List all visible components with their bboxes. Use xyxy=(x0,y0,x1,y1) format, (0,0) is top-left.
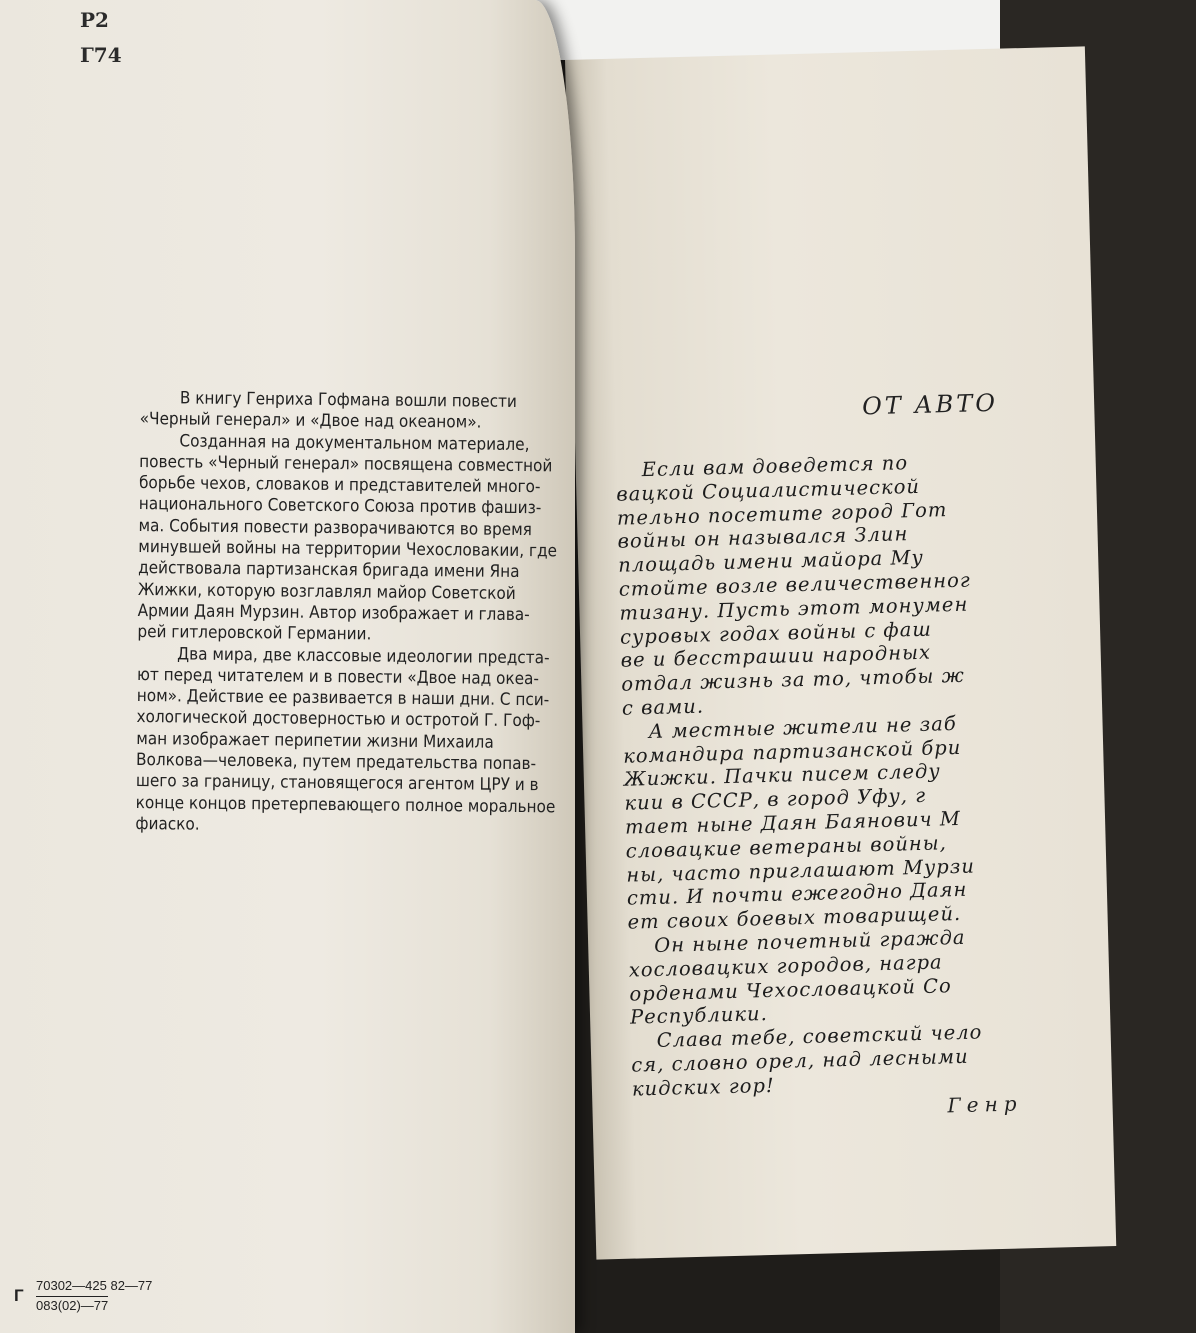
annotation-line: минувшей войны на территории Чехословакии, где xyxy=(138,537,558,562)
annotation-line: шего за границу, становящегося агентом ЦРУ и в xyxy=(135,771,539,796)
preface-line: А местные жители не заб xyxy=(648,711,958,743)
preface-line: командира партизанской бри xyxy=(622,735,962,768)
preface-line: словацкие ветераны войны, xyxy=(625,831,948,863)
annotation-line: национального Советского Союза против фашиз- xyxy=(138,494,542,519)
bbk-letter: Г xyxy=(14,1286,24,1305)
preface-line: сти. И почти ежегодно Даян xyxy=(626,878,968,911)
annotation-line: «Черный генерал» и «Двое над океаном». xyxy=(139,409,482,433)
author-signature: Генр xyxy=(947,1091,1023,1118)
bbk-numerator: 70302—425 xyxy=(36,1278,107,1293)
preface-line: кидских гор! xyxy=(631,1073,776,1101)
preface-line: тает ныне Даян Баянович М xyxy=(624,806,962,839)
catalog-code-1: Р2 xyxy=(80,8,109,32)
preface-line: Слава тебе, советский чело xyxy=(656,1020,983,1053)
annotation-line: хологической достоверностью и остротой Г. Гоф- xyxy=(136,707,541,732)
annotation-line: Жижки, которую возглавлял майор Советской xyxy=(137,579,516,604)
preface-line: ет своих боевых товарищей. xyxy=(627,902,962,934)
bbk-suffix: 82—77 xyxy=(110,1278,153,1293)
preface-line: орденами Чехословацкой Со xyxy=(629,973,952,1006)
preface-heading: ОТ АВТО xyxy=(861,388,999,421)
annotation-line: ном». Действие ее развивается в наши дни. С пси- xyxy=(136,686,550,711)
preface-line: Жижки. Пачки писем следу xyxy=(623,759,941,792)
preface-line: войны он назывался Злин xyxy=(617,522,909,554)
right-page xyxy=(565,46,1116,1259)
annotation-line: рей гитлеровской Германии. xyxy=(137,622,372,645)
preface-line: площадь имени майора Му xyxy=(617,545,925,577)
preface-text xyxy=(615,444,1192,1101)
preface-line: ся, словно орел, над лесными xyxy=(631,1044,969,1077)
bbk-denominator: 083(02)—77 xyxy=(36,1298,109,1313)
preface-line: ны, часто приглашают Мурзи xyxy=(626,854,976,887)
catalog-code-2: Г74 xyxy=(80,43,122,67)
preface-line: ве и бесстрашии народных xyxy=(620,641,932,673)
annotation-line: фиаско. xyxy=(135,813,200,835)
preface-line: тизану. Пусть этот монумен xyxy=(619,592,969,625)
annotation-line: действовала партизанская бригада имени Яна xyxy=(138,558,520,583)
preface-line: Если вам доведется по xyxy=(641,451,909,482)
annotation-line: повесть «Черный генерал» посвящена совместной xyxy=(139,451,553,477)
preface-line: Республики. xyxy=(629,1002,769,1029)
bbk-numerator-line xyxy=(36,1278,152,1293)
preface-line: кии в СССР, в город Уфу, г xyxy=(624,783,927,815)
annotation-line: Армии Даян Мурзин. Автор изображает и глава- xyxy=(137,600,530,626)
preface-line: стойте возле величественног xyxy=(618,568,972,601)
annotation-line: конце концов претерпевающего полное моральное xyxy=(135,792,556,818)
preface-line: вацкой Социалистической xyxy=(616,474,921,506)
annotation-line: Волкова—человека, путем предательства попав- xyxy=(135,750,537,775)
annotation-line: Два мира, две классовые идеологии предста- xyxy=(177,643,550,668)
annotation-line: Созданная на документальном материале, xyxy=(179,431,530,455)
annotation-line: борьбе чехов, словаков и представителей много- xyxy=(138,473,541,498)
annotation-line: ман изображает перипетии жизни Михаила xyxy=(136,728,494,753)
annotation-line: В книгу Генриха Гофмана вошли повести xyxy=(179,388,517,412)
preface-line: тельно посетите город Гот xyxy=(616,497,948,530)
book-annotation xyxy=(135,388,560,840)
preface-line: хословацких городов, награ xyxy=(628,950,943,982)
annotation-line: ма. События повести разворачиваются во время xyxy=(138,515,532,540)
preface-line: с вами. xyxy=(621,694,705,720)
annotation-line: ют перед читателем и в повести «Двое над океа- xyxy=(136,664,540,690)
left-page xyxy=(0,0,575,1333)
preface-line: отдал жизнь за то, чтобы ж xyxy=(621,663,966,696)
preface-line: суровых годах войны с фаш xyxy=(619,617,933,649)
preface-line: Он ныне почетный гражда xyxy=(653,925,966,957)
